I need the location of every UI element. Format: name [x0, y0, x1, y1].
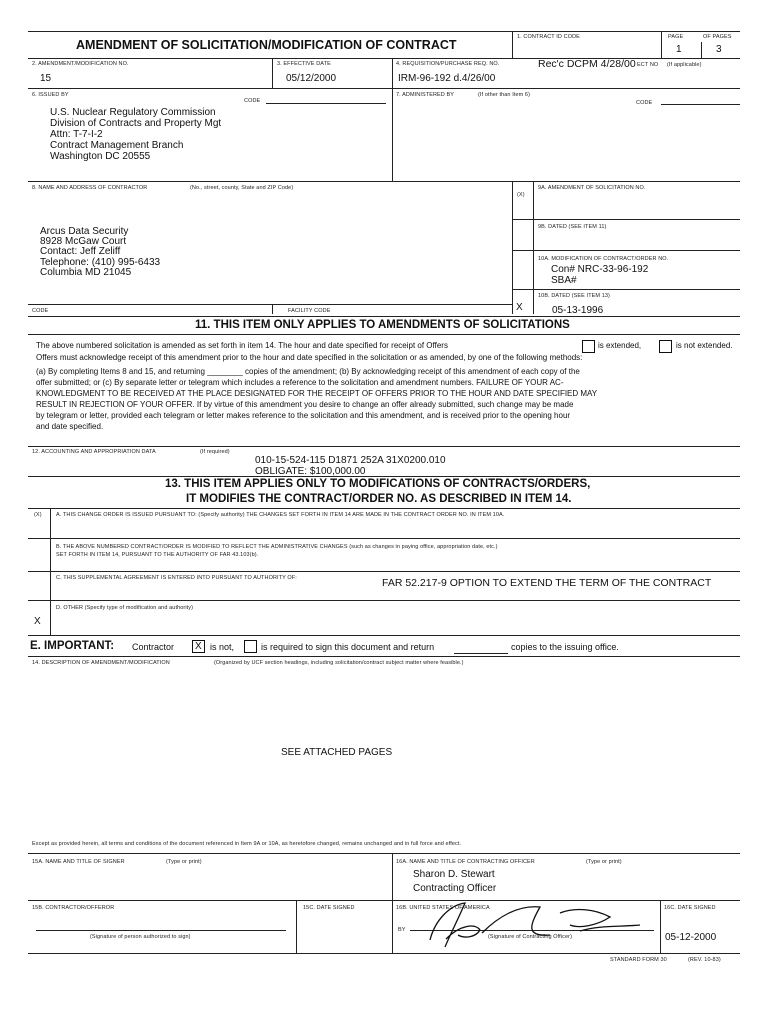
item-12-label: 12. ACCOUNTING AND APPROPRIATION DATA: [32, 449, 156, 455]
important-heading: E. IMPORTANT:: [30, 640, 115, 652]
obligate-value: OBLIGATE: $100,000.00: [255, 466, 366, 477]
contract-id-label: 1. CONTRACT ID CODE: [517, 34, 580, 40]
project-no-note: (If applicable): [667, 62, 702, 68]
facility-code-label: FACILITY CODE: [288, 308, 331, 314]
item-14-body: SEE ATTACHED PAGES: [281, 747, 393, 758]
10a-sba-no: SBA#: [551, 275, 577, 286]
extended-checkbox[interactable]: [582, 340, 595, 353]
item-11-line-5: KNOWLEDGMENT TO BE RECEIVED AT THE PLACE DESIGNATED FOR THE RECEIPT OF OFFERS PRIOR TO THE HOUR AND DATE SPECIFIED MAY: [36, 389, 598, 398]
contractor-line-5: Columbia MD 21045: [40, 267, 132, 278]
10a-label: 10A. MODIFICATION OF CONTRACT/ORDER NO.: [538, 256, 669, 262]
item-11-line-4: offer submitted; or (c) By separate letter or telegram which includes a reference to the solicitation and amendment numbers. FAILURE OF YOUR AC-: [36, 378, 564, 387]
requisition-value: IRM-96-192 d.4/26/00: [398, 73, 496, 84]
accounting-data-value: 010-15-524-115 D1871 252A 31X0200.010: [255, 455, 446, 466]
item-13-heading-1: 13. THIS ITEM APPLIES ONLY TO MODIFICATIONS OF CONTRACTS/ORDERS,: [165, 478, 591, 490]
16b-signature-note: (Signature of Contracting Officer): [488, 934, 573, 940]
item-13b-text-1: B. THE ABOVE NUMBERED CONTRACT/ORDER IS MODIFIED TO REFLECT THE ADMINISTRATIVE CHANGES (such as changes in paying office, appropriation date, etc.): [56, 544, 498, 550]
16c-date-value: 05-12-2000: [665, 932, 717, 943]
is-extended-label: is extended,: [598, 341, 642, 350]
issued-line-5: Washington DC 20555: [50, 151, 151, 162]
item-11-line-6: RESULT IN REJECTION OF YOUR OFFER. If by virtue of this amendment you desire to change an offer already submitted, such change may be made: [36, 400, 574, 409]
16a-note: (Type or print): [586, 859, 622, 865]
issued-line-3: Attn: T-7-I-2: [50, 129, 103, 140]
9a-label: 9A. AMENDMENT OF SOLICITATION NO.: [538, 185, 646, 191]
form-title: AMENDMENT OF SOLICITATION/MODIFICATION OF CONTRACT: [76, 38, 457, 52]
of-pages-label: OF PAGES: [703, 34, 732, 40]
item-13c-authority: FAR 52.217-9 OPTION TO EXTEND THE TERM OF THE CONTRACT: [382, 577, 712, 589]
contractor-label: 8. NAME AND ADDRESS OF CONTRACTOR: [32, 185, 148, 191]
16c-label: 16C. DATE SIGNED: [664, 905, 716, 911]
9b-label: 9B. DATED (SEE ITEM 11): [538, 224, 607, 230]
form-rev: (REV. 10-83): [688, 957, 721, 963]
page-value: 1: [676, 44, 682, 55]
item-13-heading-2: IT MODIFIES THE CONTRACT/ORDER NO. AS DESCRIBED IN ITEM 14.: [186, 493, 572, 505]
is-required-label: is required to sign this document and return: [261, 642, 435, 652]
amendment-no-value: 15: [40, 73, 52, 84]
is-required-checkbox[interactable]: [244, 640, 257, 653]
contractor-line-2: 8928 McGaw Court: [40, 236, 127, 247]
of-pages-value: 3: [716, 44, 722, 55]
administered-by-note: (If other than Item 6): [478, 92, 531, 98]
issued-by-label: 6. ISSUED BY: [32, 92, 69, 98]
item-11-heading: 11. THIS ITEM ONLY APPLIES TO AMENDMENTS OF SOLICITATIONS: [195, 319, 570, 331]
10b-date-value: 05-13-1996: [552, 305, 604, 316]
amendment-no-label: 2. AMENDMENT/MODIFICATION NO.: [32, 61, 129, 67]
10a-contract-no: Con# NRC-33-96-192: [551, 264, 649, 275]
item-13-x-label: (X): [34, 512, 42, 518]
received-stamp: Rec'c DCPM 4/28/00: [538, 58, 636, 70]
project-no-label: ECT NO: [637, 62, 659, 68]
15c-label: 15C. DATE SIGNED: [303, 905, 355, 911]
item-13d-x-mark: X: [34, 616, 41, 627]
item-11-line-1: The above numbered solicitation is amended as set forth in item 14. The hour and date specified for receipt of Offers: [36, 341, 448, 350]
copies-label: copies to the issuing office.: [511, 642, 619, 652]
except-text: Except as provided herein, all terms and conditions of the document referenced in Item 9A or 10A, as heretofore changed, remains unchanged and in full force and effect.: [32, 841, 462, 847]
15b-signature-note: (Signature of person authorized to sign): [90, 934, 191, 940]
contractor-label-note: (No., street, county, State and ZIP Code): [190, 185, 294, 191]
administered-by-label: 7. ADMINISTERED BY: [396, 92, 455, 98]
issued-line-2: Division of Contracts and Property Mgt: [50, 118, 222, 129]
is-not-x-mark: X: [195, 641, 202, 652]
requisition-label: 4. REQUISITION/PURCHASE REQ. NO.: [396, 61, 500, 67]
item-13d-text: D. OTHER (Specify type of modification and authority): [56, 605, 194, 611]
10b-label: 10B. DATED (SEE ITEM 13): [538, 293, 610, 299]
contracting-officer-signature: [410, 895, 660, 955]
10b-x-mark: X: [516, 302, 523, 313]
item-14-label: 14. DESCRIPTION OF AMENDMENT/MODIFICATION: [32, 660, 170, 666]
contracting-officer-name: Sharon D. Stewart: [413, 869, 495, 880]
15b-label: 15B. CONTRACTOR/OFFEROR: [32, 905, 115, 911]
item-13b-text-2: SET FORTH IN ITEM 14, PURSUANT TO THE AUTHORITY OF FAR 43.103(b).: [56, 552, 259, 558]
x-column-label: (X): [517, 192, 525, 198]
page-label: PAGE: [668, 34, 684, 40]
contractor-line-1: Arcus Data Security: [40, 226, 129, 237]
item-13c-text: C. THIS SUPPLEMENTAL AGREEMENT IS ENTERED INTO PURSUANT TO AUTHORITY OF:: [56, 575, 297, 581]
item-14-note: (Organized by UCF section headings, including solicitation/contract subject matter where feasible.): [214, 660, 464, 666]
is-not-extended-label: is not extended.: [676, 341, 733, 350]
issued-line-1: U.S. Nuclear Regulatory Commission: [50, 107, 216, 118]
is-not-label: is not,: [210, 642, 235, 652]
16b-label: 16B. UNITED STATES OF AMERICA: [396, 905, 490, 911]
15a-note: (Type or print): [166, 859, 202, 865]
item-11-line-2: Offers must acknowledge receipt of this amendment prior to the hour and date specified in the solicitation or as amended, by one of the following methods:: [36, 353, 583, 362]
effective-date-value: 05/12/2000: [286, 73, 337, 84]
administered-code-label: CODE: [636, 100, 653, 106]
issued-code-label: CODE: [244, 98, 261, 104]
item-11-line-7: by telegram or letter, provided each telegram or letter makes reference to the solicitation and this amendment, and is received prior to the opening hour: [36, 411, 571, 420]
15a-label: 15A. NAME AND TITLE OF SIGNER: [32, 859, 125, 865]
form-id: STANDARD FORM 30: [610, 957, 667, 963]
important-contractor: Contractor: [132, 642, 175, 652]
issued-line-4: Contract Management Branch: [50, 140, 184, 151]
contractor-code-label: CODE: [32, 308, 49, 314]
contractor-line-4: Telephone: (410) 995-6433: [40, 257, 161, 268]
by-label: BY: [398, 927, 406, 933]
contracting-officer-title: Contracting Officer: [413, 883, 497, 894]
item-11-line-8: and date specified.: [36, 422, 104, 431]
16a-label: 16A. NAME AND TITLE OF CONTRACTING OFFICER: [396, 859, 535, 865]
item-11-line-3: (a) By completing Items 8 and 15, and returning ________ copies of the amendment; (b) By acknowledging receipt of this amendment of each copy of the: [36, 367, 580, 376]
item-13a-text: A. THIS CHANGE ORDER IS ISSUED PURSUANT TO: (Specify authority) THE CHANGES SET FORTH IN ITEM 14 ARE MADE IN THE CONTRACT ORDER NO. IN ITEM 10A.: [56, 512, 505, 518]
contractor-line-3: Contact: Jeff Zeliff: [40, 246, 121, 257]
item-12-note: (If required): [200, 449, 230, 455]
effective-date-label: 3. EFFECTIVE DATE: [277, 61, 331, 67]
not-extended-checkbox[interactable]: [659, 340, 672, 353]
